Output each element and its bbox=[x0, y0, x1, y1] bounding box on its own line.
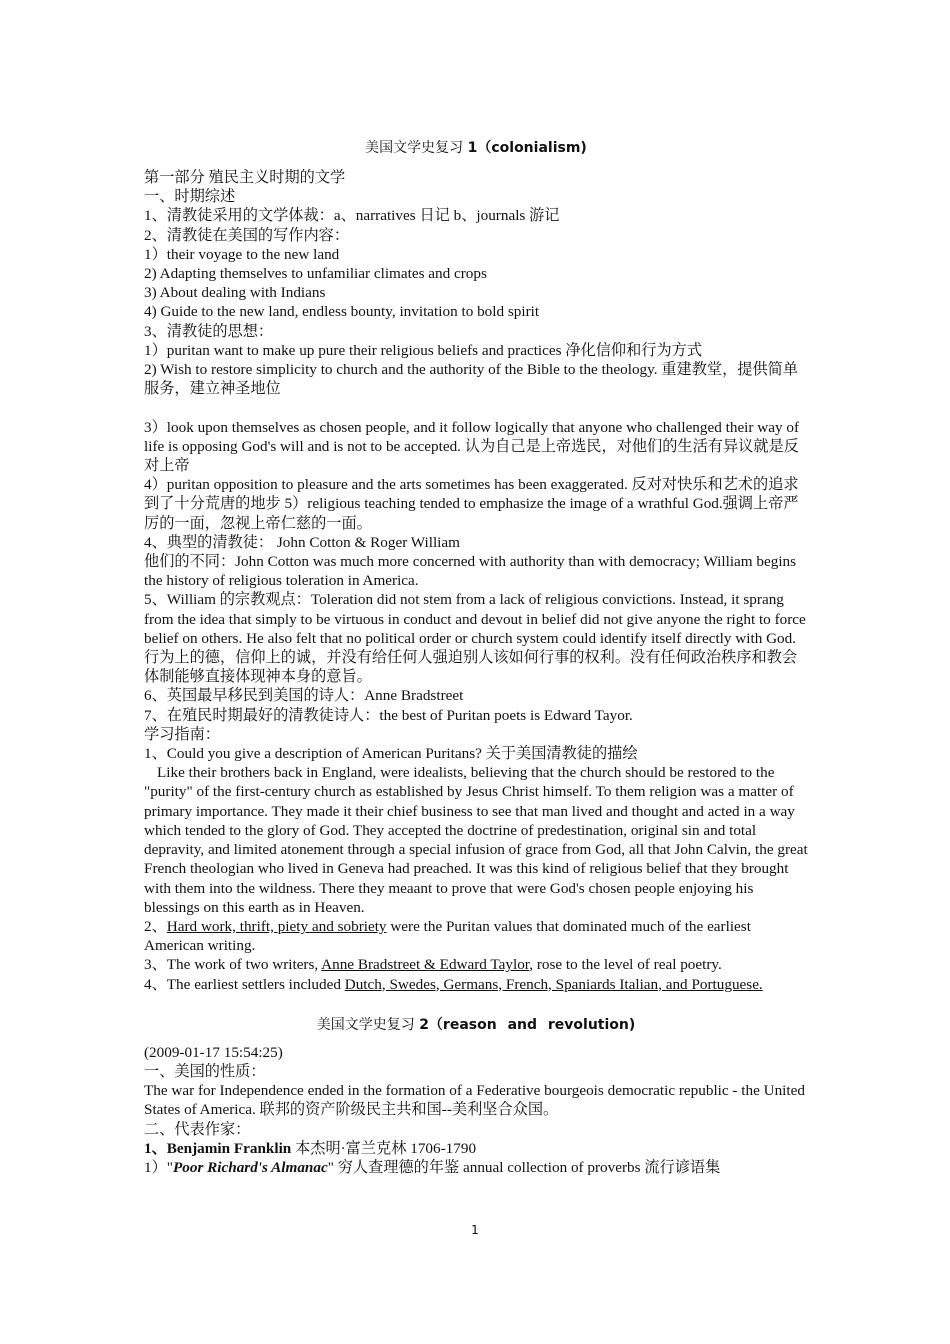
almanac-rest: " 穷人查理德的年鉴 annual collection of proverbs 流行谚语集 bbox=[327, 1158, 721, 1176]
text-line: 学习指南： bbox=[144, 725, 220, 743]
blank-line bbox=[144, 994, 808, 1015]
document-body bbox=[144, 138, 808, 1177]
puritan-description-paragraph: Like their brothers back in England, were idealists, believing that the church should be restored to the "purity" of the first-century church as established by Jesus Christ himself. To them religion was a matter of primary importance. They made it their chief business to see that man lived and thought and acted in a way which tended to the glory of God. They accepted the doctrine of predestination, original sin and total depravity, and limited atonement through a special infusion of grace from God, all that John Calvin, the great French theologian who lived in Geneva had preached. It was this kind of religious belief that they brought with them into the wildness. There they meaant to prove that were God's chosen people enjoying his blessings on this earth as in Heaven. bbox=[144, 764, 808, 916]
franklin-name: 1、Benjamin Franklin bbox=[144, 1139, 292, 1157]
section1-title-prefix: 美国文学史复习 bbox=[365, 140, 468, 156]
section1-title bbox=[144, 138, 808, 158]
text-line: 4）puritan opposition to pleasure and the arts sometimes has been exaggerated. 反对对快乐和艺术的追求到了十分荒唐的地步 5）religious teaching tended to emphasize the image of a wrathful God.强调上帝严厉的一面，忽视上帝仁慈的一面。 bbox=[144, 476, 799, 532]
underlined-text: Dutch, Swedes, Germans, French, Spaniards Italian, and Portuguese. bbox=[344, 975, 763, 993]
item-prefix: 3、The work of two writers, bbox=[144, 956, 322, 974]
text-line: 5、William 的宗教观点：Toleration did not stem from a lack of religious convictions. Instead, it sprang from the idea that simply to be virtuous in conduct and devout in belief did not give anyone the right to force belief on others. He also felt that no political order or church system could identify itself directly with God. 行为上的德，信仰上的诚，并没有给任何人强迫别人该如何行事的权利。没有任何政治秩序和教会体制能够直接体现神本身的意旨。 bbox=[144, 591, 806, 686]
item-prefix: 4、The earliest settlers included bbox=[144, 975, 345, 993]
item-rest: , rose to the level of real poetry. bbox=[529, 956, 722, 974]
text-line: 2、清教徒在美国的写作内容： bbox=[144, 226, 350, 244]
underlined-text: Hard work, thrift, piety and sobriety bbox=[166, 917, 387, 935]
text-line: 3) About dealing with Indians bbox=[144, 284, 326, 302]
text-line: 6、英国最早移民到美国的诗人：Anne Bradstreet bbox=[144, 687, 464, 705]
study-item-4 bbox=[144, 975, 808, 994]
text-line: (2009-01-17 15:54:25) bbox=[144, 1043, 283, 1061]
section2-title-prefix: 美国文学史复习 bbox=[316, 1016, 420, 1033]
text-line: 4、典型的清教徒： John Cotton & Roger William bbox=[144, 533, 460, 551]
item-rest: were the Puritan values that dominated much of the earliest American writing. bbox=[144, 917, 751, 955]
page-number: 1 bbox=[471, 1223, 479, 1237]
text-line: 4) Guide to the new land, endless bounty, invitation to bold spirit bbox=[144, 303, 540, 321]
text-line: 3）look upon themselves as chosen people, and it follow logically that anyone who challenged their way of life is opposing God's will and is not to be accepted. 认为自己是上帝选民，对他们的生活有异议就是反对上帝 bbox=[144, 418, 800, 475]
blank-line bbox=[144, 398, 808, 417]
text-line: 1、清教徒采用的文学体裁：a、narratives 日记 b、journals 游记 bbox=[144, 207, 560, 225]
almanac-line bbox=[144, 1158, 808, 1177]
text-line: 第一部分 殖民主义时期的文学 bbox=[144, 169, 346, 186]
section2-title bbox=[144, 1015, 808, 1035]
text-line: 一、美国的性质： bbox=[144, 1062, 266, 1080]
text-line: 1）puritan want to make up pure their religious beliefs and practices 净化信仰和行为方式 bbox=[144, 341, 703, 359]
almanac-prefix: 1）" bbox=[144, 1158, 173, 1176]
text-line: 1、Could you give a description of American Puritans? 关于美国清教徒的描绘 bbox=[144, 745, 638, 763]
franklin-heading bbox=[144, 1139, 808, 1158]
underlined-text: Anne Bradstreet & Edward Taylor bbox=[321, 956, 530, 974]
section2-title-bold: 2（reason and revolution) bbox=[419, 1016, 636, 1033]
text-line: 2) Adapting themselves to unfamiliar climates and crops bbox=[144, 265, 487, 283]
text-line: 一、时期综述 bbox=[144, 188, 236, 206]
franklin-rest: 本杰明·富兰克林 1706-1790 bbox=[291, 1139, 477, 1157]
text-line: 二、代表作家： bbox=[144, 1120, 251, 1138]
almanac-title: Poor Richard's Almanac bbox=[172, 1158, 328, 1176]
text-line: 2) Wish to restore simplicity to church and the authority of the Bible to the theology. 重建教堂，提供简单服务，建立神圣地位 bbox=[144, 361, 799, 398]
item-prefix: 2、 bbox=[144, 917, 167, 935]
section1-title-bold: 1（colonialism) bbox=[467, 140, 587, 156]
study-item-2 bbox=[144, 917, 808, 955]
study-item-3 bbox=[144, 955, 808, 974]
text-line: 1）their voyage to the new land bbox=[144, 245, 340, 263]
text-line: 他们的不同：John Cotton was much more concerned with authority than with democracy; William begins the history of religious toleration in America. bbox=[144, 553, 797, 590]
text-line: 7、在殖民时期最好的清教徒诗人：the best of Puritan poets is Edward Tayor. bbox=[144, 706, 633, 724]
text-line: The war for Independence ended in the formation of a Federative bourgeois democratic republic - the United States of America. 联邦的资产阶级民主共和国--美利坚合众国。 bbox=[144, 1082, 805, 1119]
text-line: 3、清教徒的思想： bbox=[144, 322, 274, 340]
